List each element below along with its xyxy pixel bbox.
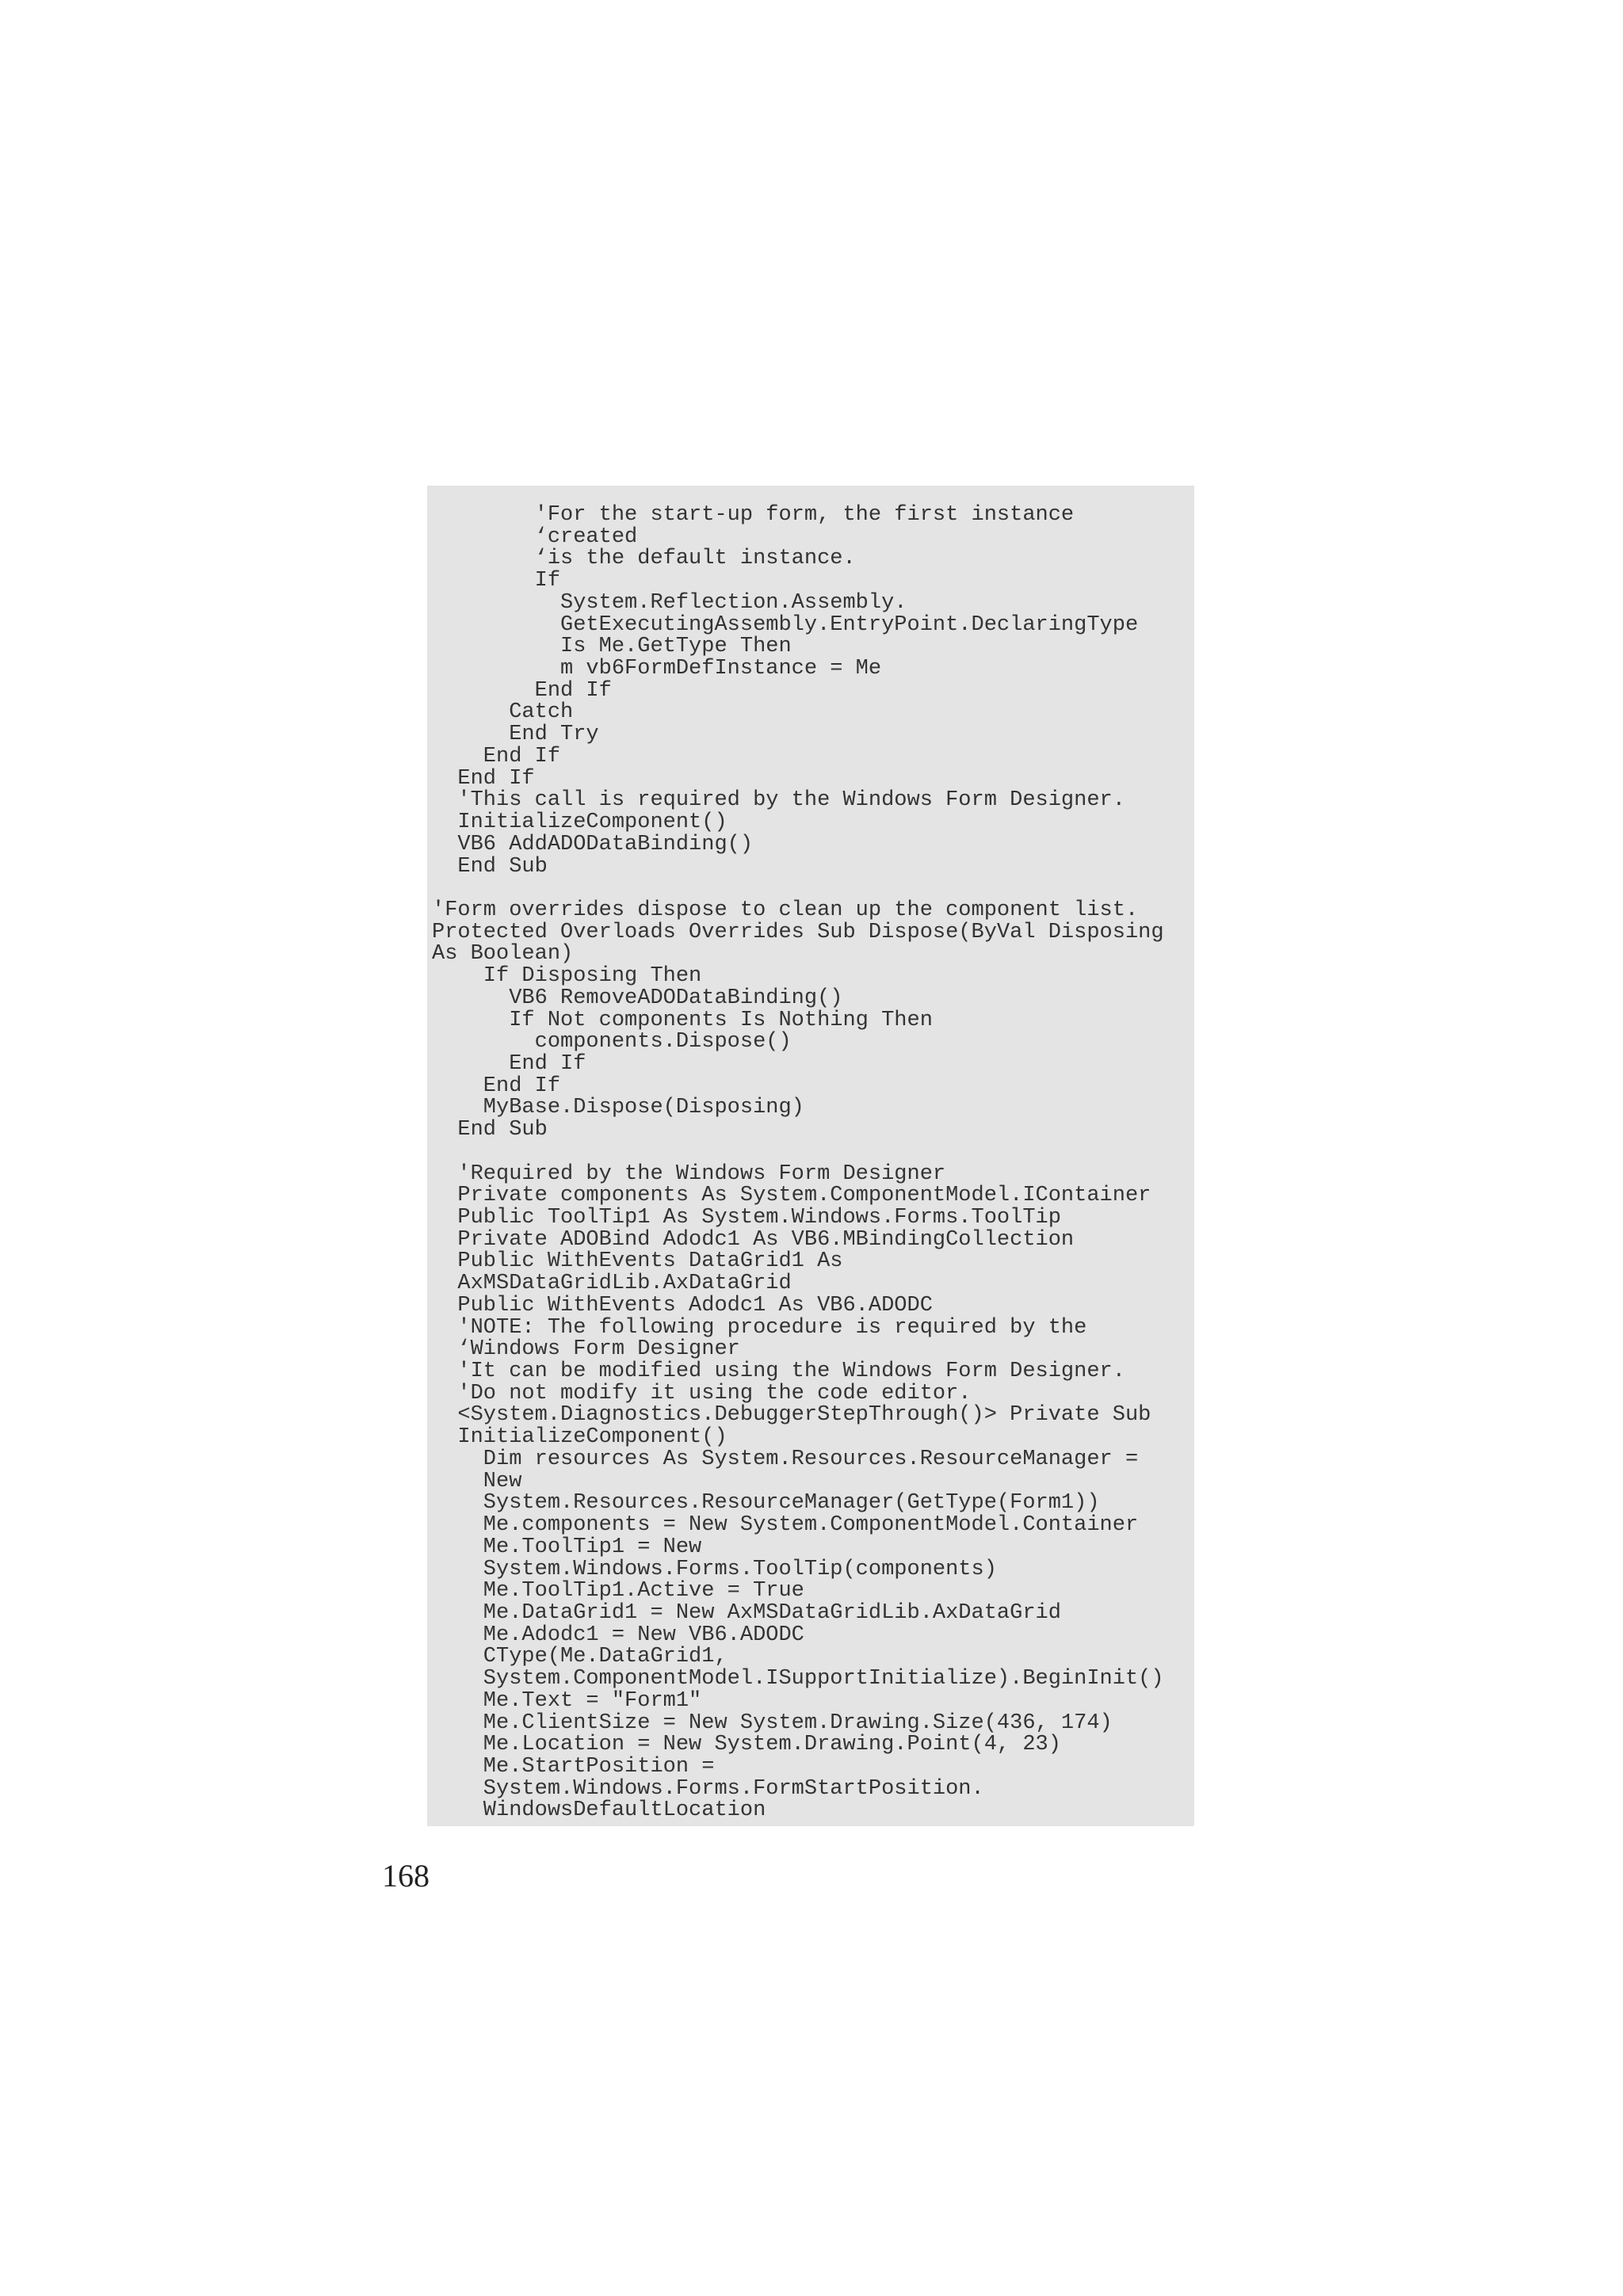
code-line: If Disposing Then <box>432 964 702 989</box>
code-line: 'This call is required by the Windows Form Designer. <box>432 788 1125 813</box>
code-line: End Sub <box>432 1118 548 1142</box>
code-line: 'For the start-up form, the first instance <box>432 503 1075 527</box>
code-line: 'NOTE: The following procedure is required by the <box>432 1315 1087 1340</box>
code-line: m vb6FormDefInstance = Me <box>432 657 882 681</box>
code-line: End Try <box>432 723 599 747</box>
code-line: End If <box>432 766 535 791</box>
code-line: Me.Text = "Form1" <box>432 1688 702 1713</box>
code-line: System.ComponentModel.ISupportInitialize).BeginInit() <box>432 1667 1164 1691</box>
code-line: Me.ClientSize = New System.Drawing.Size(436, 174) <box>432 1711 1113 1735</box>
code-line <box>427 1142 1194 1164</box>
code-line: End Sub <box>432 854 548 879</box>
code-line: Me.ToolTip1.Active = True <box>432 1579 804 1604</box>
code-line: AxMSDataGridLib.AxDataGrid <box>432 1272 792 1296</box>
code-line: 'Do not modify it using the code editor. <box>432 1381 972 1405</box>
page-number: 168 <box>382 1858 430 1894</box>
code-line: 'Required by the Windows Form Designer <box>432 1161 946 1186</box>
code-line: Private ADOBind Adodc1 As VB6.MBindingCollection <box>432 1227 1075 1252</box>
code-line: Public WithEvents Adodc1 As VB6.ADODC <box>432 1293 933 1318</box>
code-line: Public WithEvents DataGrid1 As <box>432 1249 843 1274</box>
code-line: Protected Overloads Overrides Sub Dispose(ByVal Disposing <box>432 920 1164 944</box>
code-line: Private components As System.ComponentModel.IContainer <box>432 1184 1151 1208</box>
code-line: VB6 AddADODataBinding() <box>432 832 754 856</box>
code-line: End If <box>432 1051 586 1076</box>
code-line: <System.Diagnostics.DebuggerStepThrough()> Private Sub <box>432 1403 1151 1428</box>
code-line: If <box>432 569 561 593</box>
code-line: ‘Windows Form Designer <box>432 1337 740 1362</box>
code-line: GetExecutingAssembly.EntryPoint.DeclaringType <box>432 612 1139 637</box>
code-line: System.Windows.Forms.FormStartPosition. <box>432 1776 984 1801</box>
code-line: As Boolean) <box>432 942 574 967</box>
code-line <box>427 878 1194 900</box>
code-line: components.Dispose() <box>432 1030 792 1055</box>
code-line: InitializeComponent() <box>432 1425 727 1450</box>
code-line: Public ToolTip1 As System.Windows.Forms.ToolTip <box>432 1206 1061 1230</box>
code-line: Me.DataGrid1 = New AxMSDataGridLib.AxDataGrid <box>432 1600 1061 1625</box>
code-line: VB6 RemoveADODataBinding() <box>432 986 843 1010</box>
code-line: Catch <box>432 700 574 725</box>
code-line: If Not components Is Nothing Then <box>432 1008 933 1032</box>
code-line: Me.Adodc1 = New VB6.ADODC <box>432 1623 804 1647</box>
code-line: InitializeComponent() <box>432 810 727 835</box>
code-line: System.Reflection.Assembly. <box>432 590 907 615</box>
code-line: ‘is the default instance. <box>432 547 856 571</box>
code-line: ‘created <box>432 524 638 549</box>
code-line: End If <box>432 744 561 769</box>
code-line: Me.Location = New System.Drawing.Point(4, 23) <box>432 1733 1061 1757</box>
code-line: WindowsDefaultLocation <box>432 1798 766 1823</box>
code-line: New <box>432 1469 522 1493</box>
code-line: End If <box>432 678 612 703</box>
code-line: System.Windows.Forms.ToolTip(components) <box>432 1557 997 1581</box>
code-listing <box>427 486 1194 1826</box>
code-line: Is Me.GetType Then <box>432 635 792 659</box>
code-line: CType(Me.DataGrid1, <box>432 1645 727 1669</box>
code-line: Me.ToolTip1 = New <box>432 1535 702 1559</box>
code-line: System.Resources.ResourceManager(GetType(Form1)) <box>432 1491 1100 1516</box>
code-line: Me.components = New System.ComponentModel.Container <box>432 1513 1139 1538</box>
code-line: MyBase.Dispose(Disposing) <box>432 1096 804 1120</box>
code-line: 'It can be modified using the Windows Form Designer. <box>432 1360 1125 1384</box>
code-line: End If <box>432 1074 561 1098</box>
code-line: Me.StartPosition = <box>432 1754 715 1779</box>
code-line: 'Form overrides dispose to clean up the component list. <box>432 898 1139 922</box>
code-line: Dim resources As System.Resources.ResourceManager = <box>432 1447 1139 1471</box>
